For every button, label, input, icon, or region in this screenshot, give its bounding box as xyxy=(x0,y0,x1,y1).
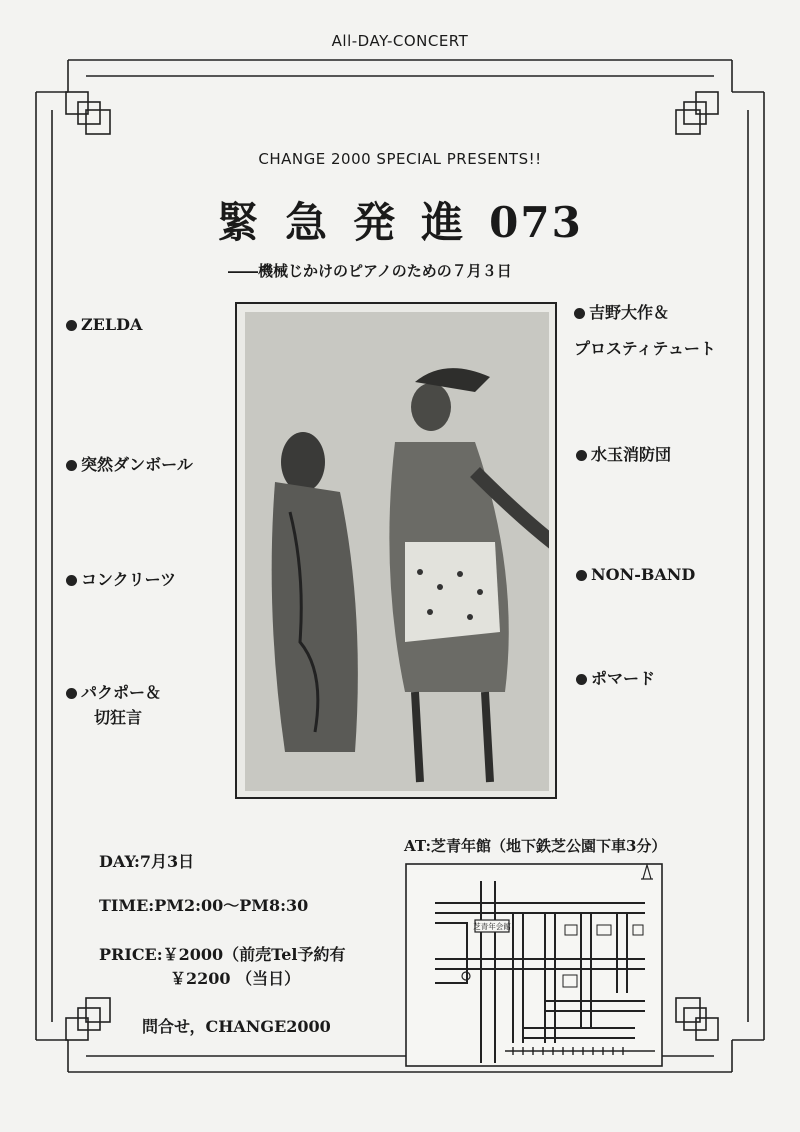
bullet-icon xyxy=(66,460,77,471)
event-title xyxy=(0,190,800,250)
event-title-number: 073 xyxy=(489,198,583,247)
photo-figures xyxy=(245,312,549,791)
map-venue-label: 芝青年会館 xyxy=(473,922,511,931)
lineup-right-3 xyxy=(576,562,695,587)
band-name-line2: プロスティテュート xyxy=(574,339,716,358)
event-subtitle: ――機械じかけのピアノのための７月３日 xyxy=(228,262,512,280)
lineup-left-2 xyxy=(66,452,193,477)
event-day: DAY:7月3日 xyxy=(99,852,195,871)
vintage-photo xyxy=(235,302,557,799)
band-name: コンクリーツ xyxy=(81,570,177,589)
venue-map xyxy=(405,863,663,1067)
bullet-icon xyxy=(576,570,587,581)
lineup-left-4 xyxy=(66,680,161,730)
bullet-icon xyxy=(66,320,77,331)
lineup-right-1 xyxy=(574,300,716,361)
bullet-icon xyxy=(66,575,77,586)
photo-image xyxy=(245,312,547,789)
band-name: 水玉消防団 xyxy=(591,445,672,464)
band-name: NON-BAND xyxy=(591,565,696,584)
lineup-right-4 xyxy=(576,666,655,691)
bullet-icon xyxy=(576,674,587,685)
concert-header: All-DAY-CONCERT xyxy=(331,32,469,50)
lineup-right-2 xyxy=(576,442,671,467)
bullet-icon xyxy=(66,688,77,699)
band-name: ポマード xyxy=(591,669,656,688)
event-title-kanji: 緊急発進 xyxy=(217,198,490,247)
bullet-icon xyxy=(574,308,585,319)
bullet-icon xyxy=(576,450,587,461)
presenter-line: CHANGE 2000 SPECIAL PRESENTS!! xyxy=(258,150,542,168)
band-name: 突然ダンボール xyxy=(81,455,193,474)
event-time: TIME:PM2:00～PM8:30 xyxy=(99,896,309,915)
lineup-left-3 xyxy=(66,567,176,592)
band-name-line2: 切狂言 xyxy=(94,708,143,727)
event-contact: 問合せ，CHANGE2000 xyxy=(142,1017,331,1036)
band-name: ZELDA xyxy=(81,315,143,334)
venue-label: AT:芝青年館（地下鉄芝公園下車3分） xyxy=(404,837,667,855)
event-price-advance: PRICE:￥2000（前売Tel予約有 xyxy=(99,945,346,964)
band-name: パクポー＆ xyxy=(81,683,162,702)
event-price-door: ￥2200 （当日） xyxy=(170,969,301,988)
lineup-left-1 xyxy=(66,312,142,337)
band-name: 吉野大作＆ xyxy=(589,303,670,322)
